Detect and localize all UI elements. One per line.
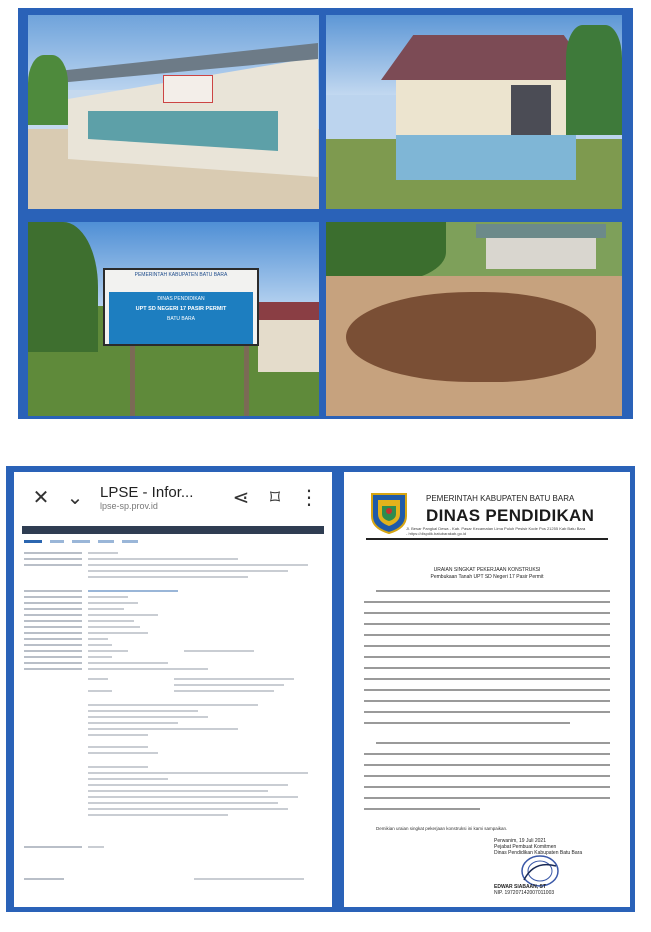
letterhead-address: Jl. Besar Pangkal Dewa - Kab. Pasar Kecamatan Lima Puluh Pesisir Kode Pos 21255 Kab Batu Bara - https://dispdik.batubarakab.go.id: [406, 526, 586, 536]
signatory: [494, 884, 616, 896]
tab-4[interactable]: [98, 540, 114, 543]
sign-line-3: BATU BARA: [167, 316, 195, 322]
letterhead-government: PEMERINTAH KABUPATEN BATU BARA: [426, 494, 575, 503]
photo-land-clearing: [326, 222, 622, 416]
letter-subject-detail: Pembukaan Tanah UPT SD Negeri 17 Pasir Permit: [430, 574, 544, 580]
sign-line-2: UPT SD NEGERI 17 PASIR PERMIT: [135, 306, 227, 312]
sign-line-1: DINAS PENDIDIKAN: [157, 296, 205, 302]
tab-1[interactable]: [24, 540, 42, 543]
content-tabs: [24, 540, 138, 543]
signature-role: Pejabat Pembuat Komitmen: [494, 844, 557, 850]
bookmark-icon[interactable]: ⌑: [269, 485, 281, 509]
close-icon[interactable]: ✕: [32, 485, 50, 509]
signboard: [103, 268, 259, 346]
tab-2[interactable]: [50, 540, 64, 543]
photo-school-building-right: [326, 15, 622, 209]
tab-3[interactable]: [72, 540, 90, 543]
signature-office: Dinas Pendidikan Kabupaten Batu Bara: [494, 850, 583, 856]
official-letter: [344, 472, 630, 907]
browser-toolbar: [14, 472, 332, 522]
share-icon[interactable]: ⋖: [232, 485, 250, 509]
letterhead-office: DINAS PENDIDIKAN: [426, 506, 595, 525]
chevron-down-icon[interactable]: ⌄: [66, 485, 84, 509]
more-vert-icon[interactable]: ⋮: [299, 485, 319, 509]
page-title: LPSE - Infor...: [100, 483, 194, 501]
letterhead-rule: [366, 538, 608, 540]
page-url: lpse-sp.prov.id: [100, 500, 158, 511]
batu-bara-emblem-icon: [370, 492, 408, 534]
content-header: [22, 526, 324, 534]
letter-subject: URAIAN SINGKAT PEKERJAAN KONSTRUKSI: [433, 567, 541, 573]
photo-school-building-left: [28, 15, 319, 209]
official-stamp-icon: [520, 854, 560, 888]
signatory-nip: NIP. 197207142007011003: [494, 890, 555, 896]
letter-closing: Demikian uraian singkat pekerjaan konstruksi ini kami sampaikan.: [376, 826, 508, 831]
photo-school-signboard: [28, 222, 319, 416]
sign-header: PEMERINTAH KABUPATEN BATU BARA: [134, 272, 228, 278]
tab-5[interactable]: [122, 540, 138, 543]
lpse-screenshot: [14, 472, 332, 907]
signature-date: Perwanim, 19 Juli 2021: [494, 838, 546, 844]
signatory-name: EDWAR SIABAAN, ST: [494, 884, 546, 890]
